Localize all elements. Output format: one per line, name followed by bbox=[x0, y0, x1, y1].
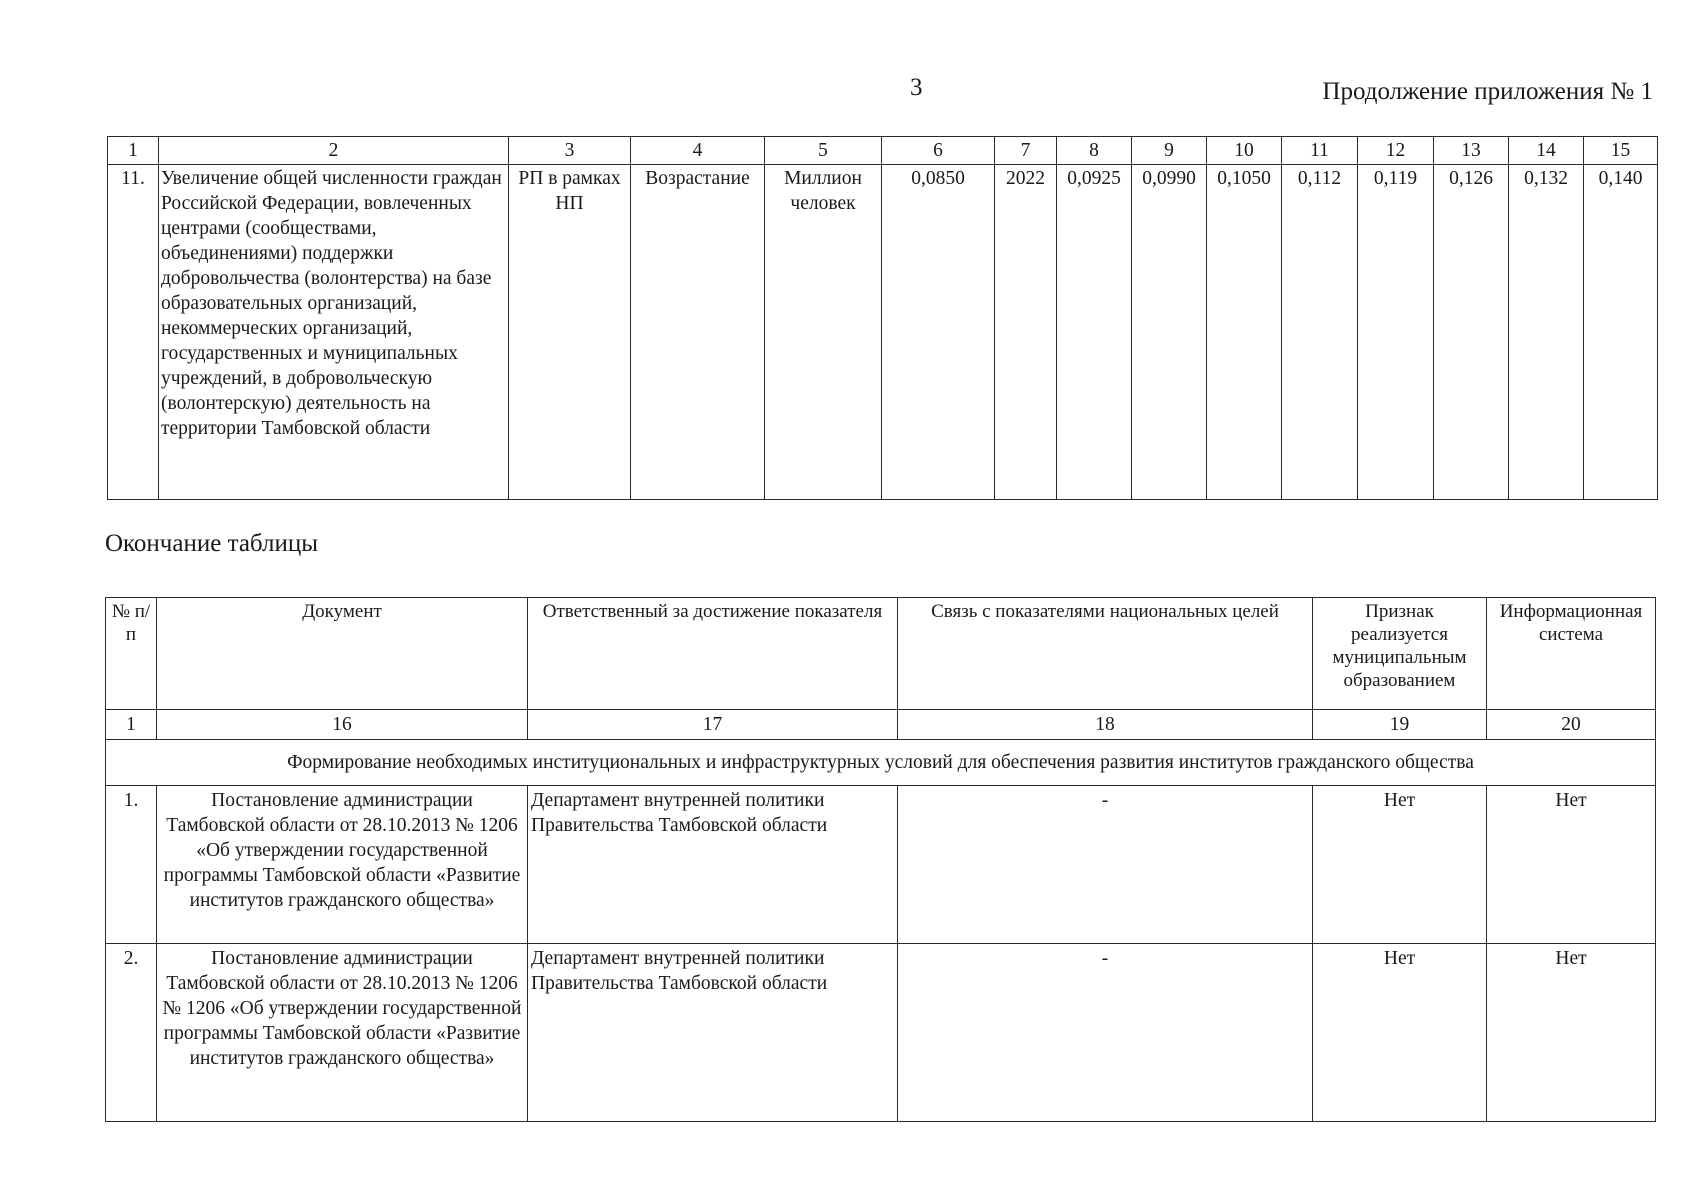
value-cell: 0,112 bbox=[1282, 165, 1358, 500]
col-number-cell: 14 bbox=[1509, 137, 1584, 165]
table-row bbox=[108, 165, 1658, 500]
base-year: 2022 bbox=[995, 165, 1057, 500]
value-cell: 0,132 bbox=[1509, 165, 1584, 500]
col-number-cell: 2 bbox=[159, 137, 509, 165]
indicator-table bbox=[107, 136, 1658, 500]
col-number-cell: 7 bbox=[995, 137, 1057, 165]
info-system-cell: Нет bbox=[1487, 944, 1656, 1122]
municipal-cell: Нет bbox=[1313, 944, 1487, 1122]
col-number-cell: 13 bbox=[1434, 137, 1509, 165]
municipal-cell: Нет bbox=[1313, 786, 1487, 944]
col-number-cell: 10 bbox=[1207, 137, 1282, 165]
col-number-cell: 20 bbox=[1487, 710, 1656, 740]
value-cell: 0,126 bbox=[1434, 165, 1509, 500]
documents-table bbox=[105, 597, 1656, 1122]
row-number: 1. bbox=[106, 786, 157, 944]
col-number-cell: 17 bbox=[528, 710, 898, 740]
table-row bbox=[106, 944, 1656, 1122]
value-cell: 0,119 bbox=[1358, 165, 1434, 500]
indicator-unit: Миллион человек bbox=[765, 165, 882, 500]
value-cell: 0,1050 bbox=[1207, 165, 1282, 500]
appendix-title: Продолжение приложения № 1 bbox=[1322, 78, 1653, 105]
col-number-cell: 4 bbox=[631, 137, 765, 165]
link-cell: - bbox=[898, 944, 1313, 1122]
header-num: № п/п bbox=[106, 598, 157, 710]
header-document: Документ bbox=[157, 598, 528, 710]
col-number-cell: 1 bbox=[108, 137, 159, 165]
col-number-cell: 15 bbox=[1584, 137, 1658, 165]
header-link: Связь с показателями национальных целей bbox=[898, 598, 1313, 710]
header-row bbox=[106, 598, 1656, 710]
col-number-cell: 12 bbox=[1358, 137, 1434, 165]
header-municipal: Признак реализуется муниципальным образованием bbox=[1313, 598, 1487, 710]
col-number-cell: 5 bbox=[765, 137, 882, 165]
row-number: 11. bbox=[108, 165, 159, 500]
row-number: 2. bbox=[106, 944, 157, 1122]
responsible-cell: Департамент внутренней политики Правительства Тамбовской области bbox=[528, 786, 898, 944]
base-value: 0,0850 bbox=[882, 165, 995, 500]
col-number-cell: 6 bbox=[882, 137, 995, 165]
header-info-system: Информационная система bbox=[1487, 598, 1656, 710]
col-number-cell: 16 bbox=[157, 710, 528, 740]
column-number-row bbox=[106, 710, 1656, 740]
col-number-cell: 11 bbox=[1282, 137, 1358, 165]
col-number-cell: 1 bbox=[106, 710, 157, 740]
info-system-cell: Нет bbox=[1487, 786, 1656, 944]
indicator-name: Увеличение общей численности граждан Российской Федерации, вовлеченных центрами (сообществами, объединениями) поддержки добровольчества (волонтерства) на базе образовательных организаций, некоммерческих организаций, государственных и муниципальных учреждений, в добровольческую (волонтерскую) деятельность на территории Тамбовской области bbox=[159, 165, 509, 500]
header-responsible: Ответственный за достижение показателя bbox=[528, 598, 898, 710]
col-number-cell: 3 bbox=[509, 137, 631, 165]
page-number: 3 bbox=[910, 74, 923, 101]
section-title: Формирование необходимых институциональных и инфраструктурных условий для обеспечения развития институтов гражданского общества bbox=[106, 740, 1656, 786]
responsible-cell: Департамент внутренней политики Правительства Тамбовской области bbox=[528, 944, 898, 1122]
col-number-cell: 8 bbox=[1057, 137, 1132, 165]
indicator-direction: Возрастание bbox=[631, 165, 765, 500]
indicator-level: РП в рамках НП bbox=[509, 165, 631, 500]
section-caption: Окончание таблицы bbox=[105, 530, 319, 557]
col-number-cell: 9 bbox=[1132, 137, 1207, 165]
column-number-row bbox=[108, 137, 1658, 165]
document-cell: Постановление администрации Тамбовской области от 28.10.2013 № 1206 «Об утверждении государственной программы Тамбовской области «Развитие институтов гражданского общества» bbox=[157, 786, 528, 944]
table-row bbox=[106, 786, 1656, 944]
link-cell: - bbox=[898, 786, 1313, 944]
value-cell: 0,0990 bbox=[1132, 165, 1207, 500]
value-cell: 0,0925 bbox=[1057, 165, 1132, 500]
col-number-cell: 19 bbox=[1313, 710, 1487, 740]
col-number-cell: 18 bbox=[898, 710, 1313, 740]
document-cell: Постановление администрации Тамбовской области от 28.10.2013 № 1206 № 1206 «Об утверждении государственной программы Тамбовской области «Развитие институтов гражданского общества» bbox=[157, 944, 528, 1122]
value-cell: 0,140 bbox=[1584, 165, 1658, 500]
section-row bbox=[106, 740, 1656, 786]
